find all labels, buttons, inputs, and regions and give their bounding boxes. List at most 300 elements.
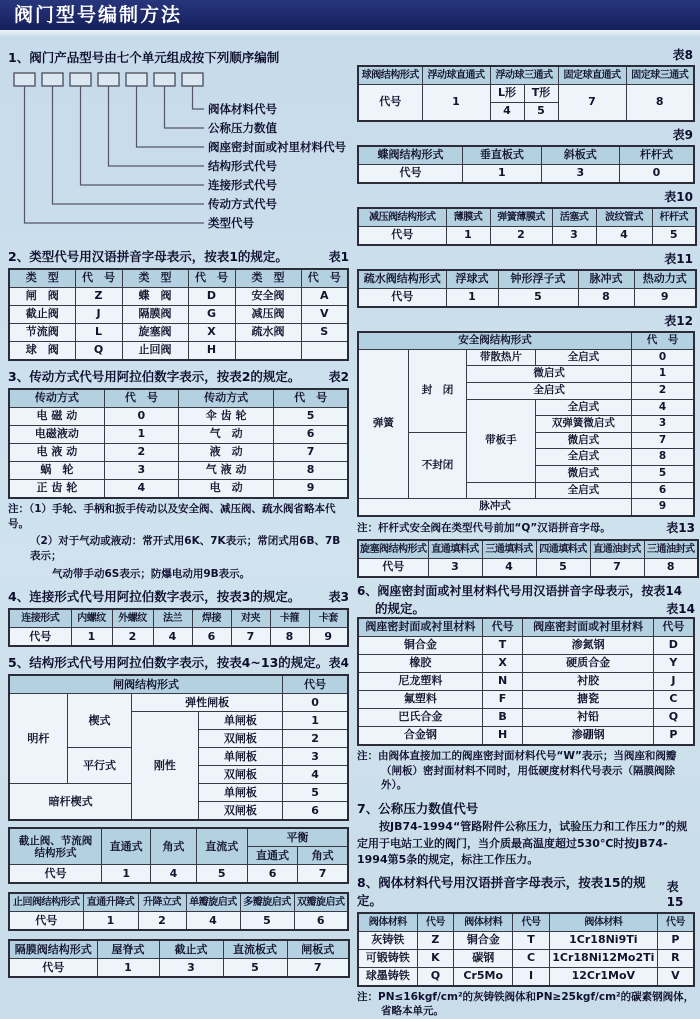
table-cell: 5: [240, 912, 294, 931]
table-cell: 代号: [358, 85, 422, 122]
table-cell: 1: [104, 426, 178, 444]
table-cell: 三通油封式: [644, 540, 698, 559]
table-7-diaphragm-valve-structure: [8, 939, 350, 978]
unit-box-4: [98, 73, 119, 86]
table-cell: 电 液 动: [9, 444, 104, 462]
table-2-note-2: （2）对于气动或液动：常开式用6K、7K表示；常闭式用6B、7B表示；: [30, 535, 341, 563]
table-cell: 角式: [151, 828, 196, 865]
table-cell: 代号: [417, 913, 454, 932]
table-cell: 垂直板式: [463, 146, 541, 165]
table-cell: 暗杆楔式: [9, 784, 132, 821]
table-13-plug-valve-structure: [357, 539, 699, 578]
table-cell: 6: [247, 865, 297, 884]
table-cell: 巴氏合金: [358, 709, 482, 727]
table-cell: 1: [97, 959, 159, 978]
table-9-butterfly-valve-structure: [357, 145, 695, 184]
table-cell: 弹性闸板: [132, 694, 283, 712]
table-cell: 双瓣旋启式: [294, 893, 348, 912]
table-cell: V: [301, 306, 348, 324]
table-cell: D: [188, 288, 235, 306]
table-cell: 固定球三通式: [626, 66, 694, 85]
section-5-heading: [8, 653, 349, 671]
table-cell: 薄膜式: [446, 208, 490, 227]
table-cell: 类 型: [122, 269, 188, 288]
diagram-label: 公称压力数值: [208, 121, 277, 135]
table-cell: 橡胶: [358, 655, 482, 673]
table-cell: 电 磁 动: [9, 408, 104, 426]
table-cell: 微启式: [535, 466, 632, 483]
section-4-title: 4、连接形式代号用阿拉伯数字表示，按表3的规定。: [8, 589, 301, 605]
table-cell: 3: [104, 462, 178, 480]
table-cell: 5: [196, 865, 247, 884]
table-cell: V: [657, 967, 694, 986]
table-cell: L形: [490, 85, 524, 103]
table-cell: 6: [274, 426, 348, 444]
unit-code-diagram: [8, 69, 349, 237]
table-cell: 灰铸铁: [358, 931, 417, 949]
title-divider: [0, 30, 700, 37]
table-cell: K: [417, 949, 454, 967]
table-cell: 3: [283, 748, 348, 766]
diagram-label: 传动方式代号: [208, 197, 277, 211]
table-cell: 渗硼钢: [523, 727, 653, 746]
table-cell: 代号: [358, 559, 428, 578]
table-cell: 2: [283, 730, 348, 748]
table-cell: 角式: [298, 847, 348, 865]
table-cell: 双闸板: [198, 766, 282, 784]
table-cell: 代号: [482, 618, 523, 637]
table-cell: 闸板式: [287, 940, 349, 959]
table-cell: P: [653, 727, 694, 746]
table-cell: 代号: [283, 675, 348, 694]
table-1-valve-type-codes: [8, 268, 349, 361]
table-cell: 直通油封式: [590, 540, 644, 559]
table-cell: 升降立式: [138, 893, 186, 912]
table-cell: 8: [270, 628, 309, 647]
table-cell: J: [653, 673, 694, 691]
table-cell: 带散热片: [467, 349, 535, 366]
table-cell: T: [513, 931, 550, 949]
table-cell: 6: [283, 802, 348, 821]
table-4-caption: 表4: [328, 656, 349, 671]
table-cell: 0: [283, 694, 348, 712]
table-cell: 0: [104, 408, 178, 426]
table-cell: 法兰: [153, 609, 192, 628]
unit-box-3: [70, 73, 91, 86]
table-cell: 止回阀: [122, 342, 188, 361]
table-9-caption: 表9: [672, 128, 693, 142]
table-cell: D: [653, 637, 694, 655]
table-cell: 刚性: [132, 712, 198, 821]
table-11-steam-trap-structure: [357, 269, 697, 308]
section-1-title: 1、阀门产品型号由七个单元组成按下列顺序编制: [8, 50, 280, 65]
table-cell: P: [657, 931, 694, 949]
table-8-ball-valve-structure: [357, 65, 695, 122]
table-15-caption: 表15: [666, 879, 684, 909]
table-cell: 5: [632, 466, 694, 483]
right-column: [357, 42, 695, 1019]
table-cell: 7: [298, 865, 348, 884]
table-cell: Q: [75, 342, 122, 361]
table-cell: 8: [578, 289, 634, 308]
table-cell: [9, 828, 102, 865]
table-cell: 直通升降式: [83, 893, 138, 912]
table-cell: Y: [653, 655, 694, 673]
table-cell: 7: [231, 628, 270, 647]
table-cell: 阀座密封面或衬里材料: [358, 618, 482, 637]
table-cell: 电磁液动: [9, 426, 104, 444]
table-cell: 代号: [653, 618, 694, 637]
table-12-caption: 表12: [664, 314, 693, 328]
table-cell: 浮球式: [446, 270, 498, 289]
table-cell: 斜板式: [541, 146, 619, 165]
table-10-caption: 表10: [664, 190, 693, 204]
table-cell: C: [513, 949, 550, 967]
table-12-note: 注：杆杆式安全阀在类型代号前加“Q”汉语拼音字母。: [357, 522, 611, 535]
table-cell: T形: [524, 85, 558, 103]
table-cell: L: [75, 324, 122, 342]
table-cell: 5: [536, 559, 590, 578]
table-cell: 气 液 动: [178, 462, 273, 480]
table-cell: 减压阀: [235, 306, 301, 324]
table-12-note-row: [357, 519, 695, 536]
table-cell: 伞 齿 轮: [178, 408, 273, 426]
table-cell: 微启式: [535, 432, 632, 449]
table-cell: 楔式: [67, 694, 131, 748]
table-cell: 代 号: [632, 332, 694, 349]
table-cell: 蜗 轮: [9, 462, 104, 480]
section-6-heading: [357, 582, 695, 617]
table-cell: 9: [274, 480, 348, 499]
diagram-label: 类型代号: [208, 216, 254, 230]
table-cell: [301, 342, 348, 361]
table-cell: 1: [102, 865, 151, 884]
table-cell: 3: [428, 559, 482, 578]
table-2-caption: 表2: [328, 370, 349, 384]
table-6-check-valve-structure: [8, 892, 349, 931]
table-cell: 代号: [9, 912, 83, 931]
table-cell: 代 号: [274, 389, 348, 408]
table-cell: 4: [186, 912, 240, 931]
table-cell: 4: [104, 480, 178, 499]
table-cell: 脉冲式: [358, 499, 632, 516]
connector-line: [165, 86, 205, 128]
table-cell: 1: [463, 165, 541, 184]
page-title: 阀门型号编制方法: [0, 0, 700, 30]
table-cell: 0: [620, 165, 694, 184]
table-cell: 2: [138, 912, 186, 931]
table-cell: 浮动球直通式: [422, 66, 490, 85]
table-cell: 隔膜阀结构形式: [9, 940, 97, 959]
table-2-note-1: 注：（1）手轮、手柄和扳手传动以及安全阀、减压阀、疏水阀省略本代号。: [8, 503, 336, 530]
table-cell: 双弹簧微启式: [535, 416, 632, 433]
table-cell: 5: [283, 784, 348, 802]
table-cell: 闸 阀: [9, 288, 75, 306]
table-cell: I: [513, 967, 550, 986]
unit-box-7: [182, 73, 203, 86]
table-cell: 连接形式: [9, 609, 71, 628]
table-cell: 4: [490, 103, 524, 122]
table-14-caption: 表14: [666, 602, 695, 617]
section-7-paragraph: 按JB74-1994“管路附件公称压力，试验压力和工作压力”的规定用于电站工业的阀门，当介质最高温度超过530℃时按JB74-1994第5条的规定，标注工作压力。: [357, 820, 688, 867]
table-cell: 代号: [9, 628, 71, 647]
table-cell: 1: [71, 628, 112, 647]
table-10-reducing-valve-structure: [357, 207, 697, 246]
section-8-heading: [357, 873, 695, 909]
table-cell: 氟塑料: [358, 691, 482, 709]
table-cell: 杆杆式: [652, 208, 696, 227]
table-cell: H: [188, 342, 235, 361]
table-cell: 0: [632, 349, 694, 366]
table-cell: F: [482, 691, 523, 709]
table-cell: 截止阀: [9, 306, 75, 324]
table-cell: T: [482, 637, 523, 655]
table-cell: 代号: [358, 165, 463, 184]
table-cell: G: [188, 306, 235, 324]
table-3-connection-codes: [8, 608, 349, 647]
table-cell: 代号: [358, 227, 446, 246]
table-cell: 4: [632, 399, 694, 416]
table-cell: Cr5Mo: [454, 967, 513, 986]
table-cell: 浮动球三通式: [490, 66, 558, 85]
table-cell: R: [657, 949, 694, 967]
table-cell: 1Cr18Ni12Mo2Ti: [549, 949, 657, 967]
table-cell: 蝶阀结构形式: [358, 146, 463, 165]
table-cell: 2: [104, 444, 178, 462]
table-1-caption: 表1: [328, 250, 349, 264]
table-cell: 波纹管式: [596, 208, 652, 227]
table-cell: 正 齿 轮: [9, 480, 104, 499]
table-cell: 代号: [9, 865, 102, 884]
table-cell: 6: [632, 482, 694, 499]
section-3-heading: [8, 367, 349, 385]
table-cell: 单闸板: [198, 712, 282, 730]
section-2-heading: [8, 247, 349, 265]
diagram-label: 阀座密封面或衬里材料代号: [208, 140, 346, 154]
table-cell: 球墨铸铁: [358, 967, 417, 986]
table-cell: 直通填料式: [428, 540, 482, 559]
section-7-title: 7、公称压力数值代号: [357, 801, 479, 817]
table-cell: 6: [192, 628, 231, 647]
table-5-globe-throttle-structure: [8, 827, 349, 884]
table-2-note-3: 气动带手动6S表示；防爆电动用9B表示。: [52, 567, 251, 580]
left-column: [8, 42, 349, 1019]
section-2-title: 2、类型代号用汉语拼音字母表示，按表1的规定。: [8, 249, 288, 264]
table-15-body-material-codes: [357, 912, 695, 987]
table-cell: 旋塞阀: [122, 324, 188, 342]
table-cell: 全启式: [535, 449, 632, 466]
table-cell: J: [75, 306, 122, 324]
table-cell: 1: [422, 85, 490, 122]
table-cell: 阀座密封面或衬里材料: [523, 618, 653, 637]
table-cell: 1: [446, 289, 498, 308]
table-cell: 疏水阀: [235, 324, 301, 342]
table-cell: 3: [552, 227, 596, 246]
table-cell: 钟形浮子式: [498, 270, 578, 289]
table-13-caption: 表13: [666, 521, 695, 536]
table-cell: 双闸板: [198, 802, 282, 821]
table-cell: 代 号: [104, 389, 178, 408]
table-cell: S: [301, 324, 348, 342]
table-cell: 电 动: [178, 480, 273, 499]
table-cell: 8: [632, 449, 694, 466]
table-5-header-line2: 结构形式: [34, 846, 77, 859]
table-cell: 5: [498, 289, 578, 308]
table-cell: 1: [283, 712, 348, 730]
table-cell: 5: [652, 227, 696, 246]
table-cell: 三通填料式: [482, 540, 536, 559]
empty-cell: [467, 482, 535, 499]
table-cell: 9: [632, 499, 694, 516]
table-cell: 封 闭: [408, 349, 466, 432]
table-cell: 疏水阀结构形式: [358, 270, 446, 289]
table-cell: H: [482, 727, 523, 746]
table-cell: 阀体材料: [549, 913, 657, 932]
table-cell: 8: [626, 85, 694, 122]
table-cell: 传动方式: [178, 389, 273, 408]
table-cell: 减压阀结构形式: [358, 208, 446, 227]
unit-box-1: [14, 73, 35, 86]
table-cell: 1: [632, 366, 694, 383]
table-cell: 内螺纹: [71, 609, 112, 628]
table-cell: 4: [596, 227, 652, 246]
table-cell: 卡套: [309, 609, 348, 628]
table-cell: 全启式: [535, 349, 632, 366]
diagram-label: 结构形式代号: [208, 159, 277, 173]
table-cell: 代 号: [301, 269, 348, 288]
table-cell: 1: [83, 912, 138, 931]
table-cell: 铜合金: [454, 931, 513, 949]
table-cell: 代 号: [188, 269, 235, 288]
table-cell: 热动力式: [634, 270, 696, 289]
table-cell: 全启式: [467, 382, 632, 399]
unit-box-5: [126, 73, 147, 86]
table-cell: 传动方式: [9, 389, 104, 408]
table-cell: 尼龙塑料: [358, 673, 482, 691]
table-cell: 2: [632, 382, 694, 399]
table-cell: 脉冲式: [578, 270, 634, 289]
connector-line: [53, 86, 205, 204]
table-cell: 5: [274, 408, 348, 426]
table-cell: 全启式: [535, 399, 632, 416]
table-4-gate-valve-structure: [8, 674, 349, 821]
table-cell: 4: [153, 628, 192, 647]
table-cell: 9: [309, 628, 348, 647]
table-cell: 渗氮钢: [523, 637, 653, 655]
section-4-heading: [8, 587, 349, 605]
section-8-title: 8、阀体材料代号用汉语拼音字母表示，按表15的规定。: [357, 874, 646, 908]
table-cell: 类 型: [9, 269, 75, 288]
table-cell: 直通式: [247, 847, 297, 865]
table-cell: 多瓣旋启式: [240, 893, 294, 912]
table-cell: 球 阀: [9, 342, 75, 361]
table-cell: Q: [653, 709, 694, 727]
table-cell: 止回阀结构形式: [9, 893, 83, 912]
table-cell: Z: [417, 931, 454, 949]
table-cell: 4: [151, 865, 196, 884]
table-cell: 7: [590, 559, 644, 578]
table-14-seat-material-codes: [357, 617, 695, 746]
table-14-note: 注：由阀体直接加工的阀座密封面材料代号“W”表示；当阀座和阀瓣（闸板）密封面材料不同时，用低硬度材料代号表示（隔膜阀除外）。: [357, 750, 677, 792]
unit-box-2: [42, 73, 63, 86]
table-cell: Z: [75, 288, 122, 306]
table-cell: Q: [417, 967, 454, 986]
table-cell: 4: [482, 559, 536, 578]
section-1-heading: [8, 48, 349, 66]
table-cell: 屋脊式: [97, 940, 159, 959]
table-cell: 隔膜阀: [122, 306, 188, 324]
table-cell: 全启式: [535, 482, 632, 499]
table-cell: 不封闭: [408, 432, 466, 499]
table-cell: 旋塞阀结构形式: [358, 540, 428, 559]
table-cell: 单闸板: [198, 748, 282, 766]
table-5-header-line1: 截止阀、节流阀: [18, 834, 93, 847]
table-cell: 5: [524, 103, 558, 122]
table-cell: 合金钢: [358, 727, 482, 746]
table-cell: 搪瓷: [523, 691, 653, 709]
table-11-caption: 表11: [664, 252, 693, 266]
table-cell: 对夹: [231, 609, 270, 628]
table-cell: 活塞式: [552, 208, 596, 227]
table-cell: 可锻铸铁: [358, 949, 417, 967]
table-cell: 代号: [9, 959, 97, 978]
table-3-caption: 表3: [328, 590, 349, 605]
table-cell: 气 动: [178, 426, 273, 444]
table-cell: 6: [294, 912, 348, 931]
table-cell: 直流板式: [223, 940, 287, 959]
table-cell: 双闸板: [198, 730, 282, 748]
table-cell: 微启式: [467, 366, 632, 383]
table-cell: 7: [287, 959, 349, 978]
table-cell: 8: [644, 559, 698, 578]
section-7-heading: [357, 799, 695, 817]
table-cell: 7: [558, 85, 626, 122]
table-cell: 截止式: [159, 940, 223, 959]
table-cell: 直流式: [196, 828, 247, 865]
table-cell: 弹簧薄膜式: [490, 208, 552, 227]
table-cell: 衬胶: [523, 673, 653, 691]
table-cell: 带板手: [467, 399, 535, 482]
table-cell: 蝶 阀: [122, 288, 188, 306]
table-cell: 7: [274, 444, 348, 462]
table-cell: 卡箍: [270, 609, 309, 628]
section-5-title: 5、结构形式代号用阿拉伯数字表示，按表4~13的规定。: [8, 655, 329, 671]
table-cell: 液 动: [178, 444, 273, 462]
table-cell: 衬铅: [523, 709, 653, 727]
table-cell: 代 号: [75, 269, 122, 288]
table-cell: 代号: [657, 913, 694, 932]
table-cell: 7: [632, 432, 694, 449]
table-12-safety-valve-structure: [357, 331, 695, 517]
table-cell: 杆杆式: [620, 146, 694, 165]
table-cell: 3: [632, 416, 694, 433]
table-cell: 固定球直通式: [558, 66, 626, 85]
unit-box-6: [154, 73, 175, 86]
table-cell: 焊接: [192, 609, 231, 628]
table-cell: 明杆: [9, 694, 67, 784]
table-cell: 类 型: [235, 269, 301, 288]
table-cell: 单闸板: [198, 784, 282, 802]
table-cell: 8: [274, 462, 348, 480]
table-cell: X: [188, 324, 235, 342]
table-cell: C: [653, 691, 694, 709]
table-cell: 5: [223, 959, 287, 978]
table-cell: 阀体材料: [358, 913, 417, 932]
connector-line: [81, 86, 205, 185]
diagram-label: 连接形式代号: [208, 178, 277, 192]
table-cell: 1: [446, 227, 490, 246]
table-cell: A: [301, 288, 348, 306]
